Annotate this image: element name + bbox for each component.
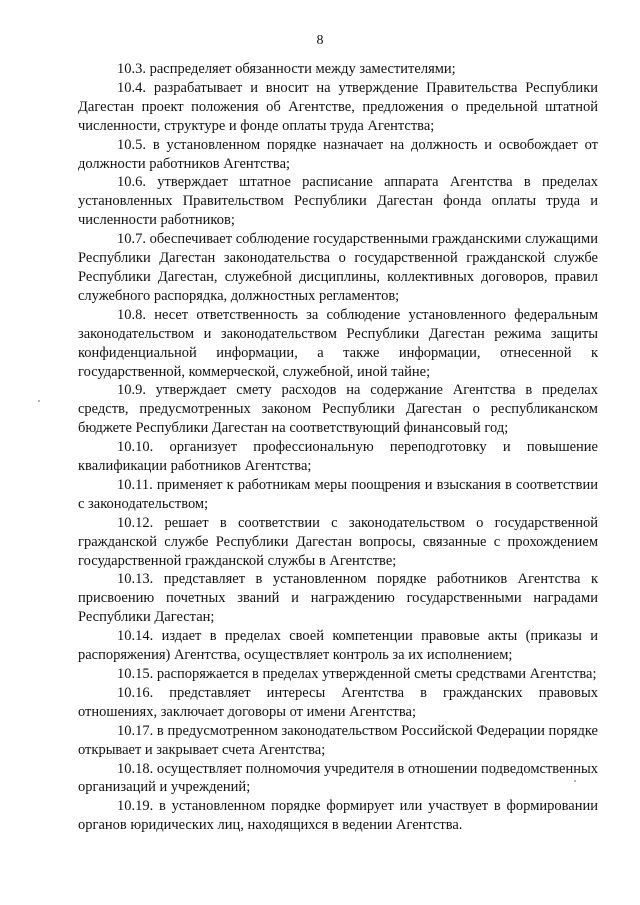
clause-10-5: 10.5. в установленном порядке назначает на должность и освобождает от должности работников Агентства; <box>78 136 598 172</box>
clause-10-11: 10.11. применяет к работникам меры поощрения и взыскания в соответствии с законодательством; <box>78 476 598 512</box>
clause-10-3: 10.3. распределяет обязанности между заместителями; <box>117 61 456 77</box>
clause-10-14: 10.14. издает в пределах своей компетенции правовые акты (приказы и распоряжения) Агентства, осуществляет контроль за их исполнением; <box>78 628 598 664</box>
clause-10-10: 10.10. организует профессиональную переподготовку и повышение квалификации работников Агентства; <box>78 439 598 475</box>
clause-10-6: 10.6. утверждает штатное расписание аппарата Агентства в пределах установленных Правительством Республики Дагестан фонда оплаты труда и численности работников; <box>78 174 598 229</box>
page-number: 8 <box>316 33 324 48</box>
clause-10-13: 10.13. представляет в установленном порядке работников Агентства к присвоению почетных званий и награждению государственными наградами Республики Дагестан; <box>78 571 598 626</box>
document-body <box>78 60 598 835</box>
clause-10-12: 10.12. решает в соответствии с законодательством о государственной гражданской службе Республики Дагестан вопросы, связанные с прохождением государственной гражданской службы в Агентстве; <box>78 514 598 569</box>
clause-10-15: 10.15. распоряжается в пределах утвержденной сметы средствами Агентства; <box>117 666 597 682</box>
clause-10-9: 10.9. утверждает смету расходов на содержание Агентства в пределах средств, предусмотренных законом Республики Дагестан о республиканском бюджете Республики Дагестан на соответствующий финансовый год; <box>78 382 598 437</box>
clause-10-16: 10.16. представляет интересы Агентства в гражданских правовых отношениях, заключает договоры от имени Агентства; <box>78 684 598 720</box>
scan-speck <box>574 780 576 782</box>
clause-10-7: 10.7. обеспечивает соблюдение государственными гражданскими служащими Республики Дагестан законодательства о государственной гражданской службе Республики Дагестан, служебной дисциплины, коллективных договоров, правил служебного распорядка, должностных регламентов; <box>78 231 598 304</box>
clause-10-4: 10.4. разрабатывает и вносит на утверждение Правительства Республики Дагестан проект положения об Агентстве, предложения о предельной штатной численности, структуре и фонде оплаты труда Агентства; <box>78 79 598 134</box>
clause-10-18: 10.18. осуществляет полномочия учредителя в отношении подведомственных организаций и учреждений; <box>78 760 598 796</box>
clause-10-19: 10.19. в установленном порядке формирует или участвует в формировании органов юридических лиц, находящихся в ведении Агентства. <box>78 798 598 834</box>
clause-10-17: 10.17. в предусмотренном законодательством Российской Федерации порядке открывает и закрывает счета Агентства; <box>78 722 598 758</box>
scan-speck <box>38 400 40 402</box>
clause-10-8: 10.8. несет ответственность за соблюдение установленного федеральным законодательством и законодательством Республики Дагестан режима защиты конфиденциальной информации, а также информации, отнесенной к государственной, коммерческой, служебной, иной тайне; <box>78 306 598 380</box>
